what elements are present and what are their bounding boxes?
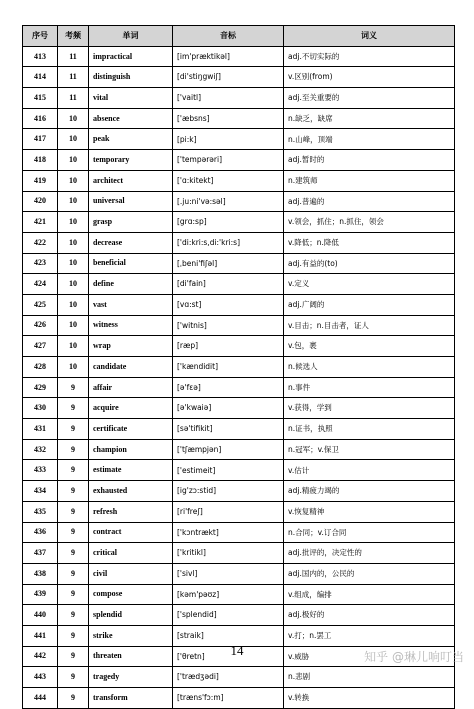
cell-phonetic: [kəm'pəʊz] [173,584,284,605]
cell-freq: 10 [58,274,89,295]
cell-word: witness [89,315,173,336]
cell-phonetic: [straik] [173,625,284,646]
cell-freq: 9 [58,625,89,646]
header-meaning: 词义 [284,26,455,47]
cell-meaning: v.目击；n.目击者，证人 [284,315,455,336]
page-number: 14 [230,643,244,658]
table-row [23,191,455,212]
cell-freq: 9 [58,688,89,709]
cell-meaning: n.事件 [284,377,455,398]
cell-phonetic: [ə'fɛə] [173,377,284,398]
table-row [23,108,455,129]
cell-word: acquire [89,398,173,419]
cell-seq: 425 [23,294,58,315]
cell-seq: 444 [23,688,58,709]
cell-word: certificate [89,419,173,440]
cell-meaning: v.估计 [284,460,455,481]
cell-freq: 9 [58,584,89,605]
cell-seq: 432 [23,439,58,460]
cell-freq: 9 [58,605,89,626]
cell-seq: 421 [23,212,58,233]
cell-word: splendid [89,605,173,626]
cell-seq: 424 [23,274,58,295]
cell-freq: 9 [58,439,89,460]
table-row [23,150,455,171]
cell-word: champion [89,439,173,460]
cell-freq: 10 [58,336,89,357]
cell-word: grasp [89,212,173,233]
cell-meaning: v.恢复精神 [284,501,455,522]
cell-phonetic: [vɑ:st] [173,294,284,315]
cell-meaning: adj.极好的 [284,605,455,626]
cell-seq: 418 [23,150,58,171]
cell-word: wrap [89,336,173,357]
cell-word: civil [89,563,173,584]
cell-word: threaten [89,646,173,667]
cell-phonetic: ['trædʒədi] [173,667,284,688]
cell-word: vast [89,294,173,315]
cell-seq: 440 [23,605,58,626]
cell-seq: 436 [23,522,58,543]
cell-phonetic: ['kɔntrækt] [173,522,284,543]
cell-seq: 422 [23,232,58,253]
cell-seq: 433 [23,460,58,481]
cell-meaning: n.证书，执照 [284,419,455,440]
cell-word: refresh [89,501,173,522]
table-row [23,212,455,233]
cell-phonetic: [ig'zɔ:stid] [173,481,284,502]
cell-freq: 9 [58,501,89,522]
cell-meaning: v.定义 [284,274,455,295]
cell-phonetic: [ræp] [173,336,284,357]
cell-phonetic: [di'fain] [173,274,284,295]
cell-meaning: adj.广阔的 [284,294,455,315]
cell-meaning: v.转换 [284,688,455,709]
table-row [23,253,455,274]
header-word: 单词 [89,26,173,47]
cell-seq: 434 [23,481,58,502]
cell-meaning: n.缺乏，缺席 [284,108,455,129]
table-row [23,481,455,502]
vocabulary-table [22,25,455,709]
cell-meaning: adj.有益的(to) [284,253,455,274]
cell-seq: 437 [23,543,58,564]
table-row [23,294,455,315]
cell-freq: 10 [58,232,89,253]
cell-seq: 415 [23,88,58,109]
cell-word: affair [89,377,173,398]
cell-phonetic: [ə'kwaiə] [173,398,284,419]
cell-word: exhausted [89,481,173,502]
cell-word: universal [89,191,173,212]
cell-word: absence [89,108,173,129]
cell-word: transform [89,688,173,709]
cell-phonetic: [im'præktikəl] [173,46,284,67]
cell-freq: 9 [58,481,89,502]
cell-phonetic: [sə'tifikit] [173,419,284,440]
cell-seq: 427 [23,336,58,357]
table-row [23,274,455,295]
cell-word: estimate [89,460,173,481]
cell-phonetic: ['tʃæmpjən] [173,439,284,460]
cell-freq: 10 [58,108,89,129]
cell-freq: 11 [58,88,89,109]
cell-seq: 435 [23,501,58,522]
cell-seq: 414 [23,67,58,88]
cell-meaning: n.建筑师 [284,170,455,191]
table-row [23,605,455,626]
cell-seq: 423 [23,253,58,274]
cell-seq: 441 [23,625,58,646]
cell-seq: 431 [23,419,58,440]
cell-seq: 442 [23,646,58,667]
table-row [23,129,455,150]
table-row [23,357,455,378]
cell-meaning: v.降低；n.降低 [284,232,455,253]
table-row [23,67,455,88]
cell-phonetic: [di'stiŋgwiʃ] [173,67,284,88]
cell-freq: 11 [58,67,89,88]
cell-freq: 10 [58,212,89,233]
cell-phonetic: [ˌbeni'fiʃəl] [173,253,284,274]
cell-word: critical [89,543,173,564]
cell-word: beneficial [89,253,173,274]
table-row [23,419,455,440]
cell-phonetic: [.ju:ni'və:səl] [173,191,284,212]
cell-word: architect [89,170,173,191]
cell-meaning: n.悲剧 [284,667,455,688]
table-row [23,170,455,191]
cell-meaning: v.获得，学到 [284,398,455,419]
cell-phonetic: ['splendid] [173,605,284,626]
cell-seq: 416 [23,108,58,129]
cell-meaning: adj.不切实际的 [284,46,455,67]
cell-word: decrease [89,232,173,253]
cell-freq: 9 [58,667,89,688]
cell-phonetic: ['kritikl] [173,543,284,564]
cell-phonetic: ['θretn] [173,646,284,667]
table-row [23,439,455,460]
cell-phonetic: [træns'fɔ:m] [173,688,284,709]
table-row [23,46,455,67]
cell-freq: 9 [58,646,89,667]
cell-freq: 9 [58,460,89,481]
cell-freq: 9 [58,398,89,419]
cell-phonetic: ['tempərəri] [173,150,284,171]
cell-word: temporary [89,150,173,171]
cell-freq: 10 [58,357,89,378]
cell-meaning: n.冠军；v.保卫 [284,439,455,460]
cell-phonetic: ['sivl] [173,563,284,584]
cell-seq: 413 [23,46,58,67]
cell-phonetic: ['di:kri:s,di:'kri:s] [173,232,284,253]
cell-freq: 9 [58,543,89,564]
cell-seq: 419 [23,170,58,191]
cell-meaning: adj.批评的，决定性的 [284,543,455,564]
cell-freq: 10 [58,294,89,315]
cell-meaning: v.威胁 [284,646,455,667]
cell-meaning: v.领会，抓住；n.抓住，领会 [284,212,455,233]
cell-freq: 10 [58,129,89,150]
table-row [23,501,455,522]
cell-word: define [89,274,173,295]
cell-freq: 11 [58,46,89,67]
cell-word: peak [89,129,173,150]
watermark: 知乎 @琳儿响叮当 [364,650,464,664]
cell-meaning: v.包，裹 [284,336,455,357]
cell-word: distinguish [89,67,173,88]
table-row [23,398,455,419]
table-row [23,315,455,336]
cell-freq: 10 [58,191,89,212]
cell-meaning: adj.国内的，公民的 [284,563,455,584]
table-row [23,460,455,481]
cell-meaning: adj.暂时的 [284,150,455,171]
table-row [23,336,455,357]
cell-word: compose [89,584,173,605]
cell-word: impractical [89,46,173,67]
table-row [23,563,455,584]
cell-meaning: v.打；n.罢工 [284,625,455,646]
cell-seq: 443 [23,667,58,688]
cell-meaning: n.合同；v.订合同 [284,522,455,543]
cell-word: strike [89,625,173,646]
cell-phonetic: ['witnis] [173,315,284,336]
cell-phonetic: ['kændidit] [173,357,284,378]
cell-meaning: n.候选人 [284,357,455,378]
cell-freq: 9 [58,563,89,584]
cell-phonetic: [ri'freʃ] [173,501,284,522]
cell-seq: 420 [23,191,58,212]
cell-meaning: adj.至关重要的 [284,88,455,109]
table-row [23,543,455,564]
cell-word: vital [89,88,173,109]
cell-word: contract [89,522,173,543]
cell-meaning: adj.普遍的 [284,191,455,212]
table-row [23,232,455,253]
cell-seq: 429 [23,377,58,398]
cell-freq: 9 [58,522,89,543]
header-row [23,26,455,47]
cell-word: candidate [89,357,173,378]
table-row [23,688,455,709]
header-freq: 考频 [58,26,89,47]
table-row [23,522,455,543]
cell-freq: 9 [58,419,89,440]
cell-seq: 417 [23,129,58,150]
cell-seq: 428 [23,357,58,378]
cell-phonetic: ['ɑ:kitekt] [173,170,284,191]
cell-seq: 439 [23,584,58,605]
header-seq: 序号 [23,26,58,47]
cell-phonetic: ['æbsns] [173,108,284,129]
table-header [23,26,455,47]
cell-meaning: v.区别(from) [284,67,455,88]
cell-freq: 9 [58,377,89,398]
table-row [23,377,455,398]
cell-phonetic: ['estimeit] [173,460,284,481]
cell-freq: 10 [58,150,89,171]
cell-meaning: v.组成，编排 [284,584,455,605]
cell-phonetic: [grɑ:sp] [173,212,284,233]
cell-word: tragedy [89,667,173,688]
cell-freq: 10 [58,315,89,336]
cell-phonetic: ['vaitl] [173,88,284,109]
table-body [23,46,455,708]
cell-seq: 426 [23,315,58,336]
cell-freq: 10 [58,170,89,191]
cell-phonetic: [pi:k] [173,129,284,150]
cell-meaning: n.山峰，顶端 [284,129,455,150]
cell-meaning: adj.精疲力竭的 [284,481,455,502]
table-row [23,88,455,109]
header-phonetic: 音标 [173,26,284,47]
cell-seq: 430 [23,398,58,419]
table-row [23,667,455,688]
table-row [23,584,455,605]
cell-freq: 10 [58,253,89,274]
cell-seq: 438 [23,563,58,584]
